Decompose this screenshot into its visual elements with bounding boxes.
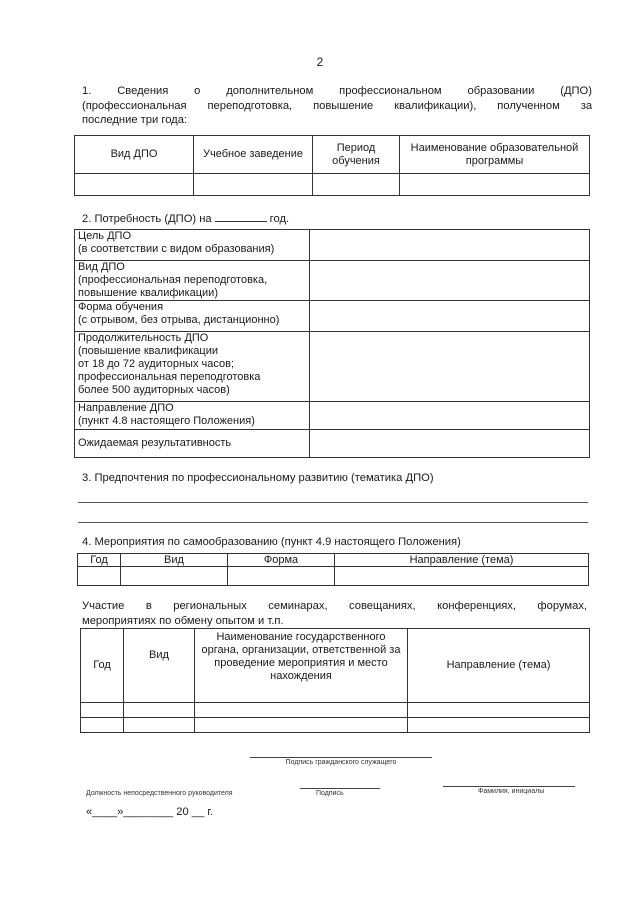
row-label: Цель ДПО (в соответствии с видом образования): [75, 230, 310, 261]
header-cell: Наименование государственного органа, организации, ответственной за проведение мероприятия и место нахождения: [195, 629, 408, 703]
table-header-row: [81, 629, 590, 703]
header-cell: Форма: [228, 554, 335, 567]
input-cell[interactable]: [228, 567, 335, 586]
section4-heading: 4. Мероприятия по самообразованию (пункт 4.9 настоящего Положения): [82, 536, 461, 548]
row-label: Направление ДПО (пункт 4.8 настоящего Положения): [75, 402, 310, 430]
input-cell[interactable]: [124, 718, 195, 733]
preferences-line-1[interactable]: [78, 502, 588, 503]
input-cell[interactable]: [310, 332, 590, 402]
table-row: [75, 430, 590, 458]
input-cell[interactable]: [124, 703, 195, 718]
input-cell[interactable]: [81, 703, 124, 718]
input-cell[interactable]: [310, 230, 590, 261]
section1-line1: 1. Сведения о дополнительном профессиональном образовании (ДПО): [82, 85, 592, 97]
header-cell: Вид ДПО: [75, 136, 194, 174]
participation-heading: [82, 599, 587, 628]
input-cell[interactable]: [408, 718, 590, 733]
section1-line2: (профессиональная переподготовка, повышение квалификации), полученном за: [82, 99, 593, 112]
header-cell: Год: [81, 629, 124, 703]
manager-signature-caption: Подпись: [316, 790, 344, 797]
input-cell[interactable]: [310, 301, 590, 332]
header-cell: Период обучения: [313, 136, 400, 174]
header-cell: Учебное заведение: [194, 136, 313, 174]
participation-line1: Участие в региональных семинарах, совещаниях, конференциях, форумах,: [82, 600, 588, 612]
table-row: [78, 567, 589, 586]
row-label: Ожидаемая результативность: [75, 430, 310, 458]
input-cell[interactable]: [121, 567, 228, 586]
header-cell: Наименование образовательной программы: [400, 136, 590, 174]
employee-signature-caption: Подпись гражданского служащего: [285, 759, 397, 766]
input-cell[interactable]: [310, 402, 590, 430]
input-cell[interactable]: [313, 174, 400, 196]
section1-line3: последние три года:: [82, 114, 188, 126]
table-row: [75, 174, 590, 196]
input-cell[interactable]: [194, 174, 313, 196]
table-row: [75, 402, 590, 430]
input-cell[interactable]: [75, 174, 194, 196]
input-cell[interactable]: [310, 430, 590, 458]
table-header-row: [75, 136, 590, 174]
header-cell: Вид: [124, 629, 195, 703]
table-row: [75, 301, 590, 332]
table-header-row: [78, 554, 589, 567]
header-cell: Направление (тема): [408, 629, 590, 703]
header-cell: Направление (тема): [335, 554, 589, 567]
page-number: 2: [316, 55, 324, 69]
date-line[interactable]: «____»________ 20 __ г.: [86, 806, 214, 818]
table-row: [81, 718, 590, 733]
input-cell[interactable]: [78, 567, 121, 586]
input-cell[interactable]: [408, 703, 590, 718]
section2-heading: 2. Потребность (ДПО) на год.: [82, 213, 290, 225]
row-label: Вид ДПО (профессиональная переподготовка, повышение квалификации): [75, 261, 310, 301]
participation-line2: мероприятиях по обмену опытом и т.п.: [82, 614, 284, 627]
input-cell[interactable]: [335, 567, 589, 586]
manager-name-caption: Фамилия, инициалы: [478, 788, 545, 795]
employee-signature-line[interactable]: [250, 757, 432, 758]
header-cell: Вид: [121, 554, 228, 567]
input-cell[interactable]: [81, 718, 124, 733]
dpo-needs-table: [74, 229, 590, 458]
manager-signature-line[interactable]: [300, 788, 380, 789]
section1-heading: [82, 84, 592, 128]
dpo-history-table: [74, 135, 590, 196]
manager-position-caption: Должность непосредственного руководителя: [86, 790, 233, 797]
self-education-table: [77, 553, 589, 586]
input-cell[interactable]: [195, 718, 408, 733]
input-cell[interactable]: [310, 261, 590, 301]
year-blank-field[interactable]: [215, 211, 267, 222]
section3-heading: 3. Предпочтения по профессиональному развитию (тематика ДПО): [82, 472, 434, 484]
header-cell: Год: [78, 554, 121, 567]
manager-name-line[interactable]: [443, 786, 575, 787]
input-cell[interactable]: [195, 703, 408, 718]
table-row: [75, 261, 590, 301]
preferences-line-2[interactable]: [78, 522, 588, 523]
table-row: [75, 332, 590, 402]
table-row: [75, 230, 590, 261]
row-label: Продолжительность ДПО (повышение квалификации от 18 до 72 аудиторных часов; профессиональная переподготовка более 500 аудиторных часов): [75, 332, 310, 402]
input-cell[interactable]: [400, 174, 590, 196]
events-table: [80, 628, 590, 733]
table-row: [81, 703, 590, 718]
row-label: Форма обучения (с отрывом, без отрыва, дистанционно): [75, 301, 310, 332]
